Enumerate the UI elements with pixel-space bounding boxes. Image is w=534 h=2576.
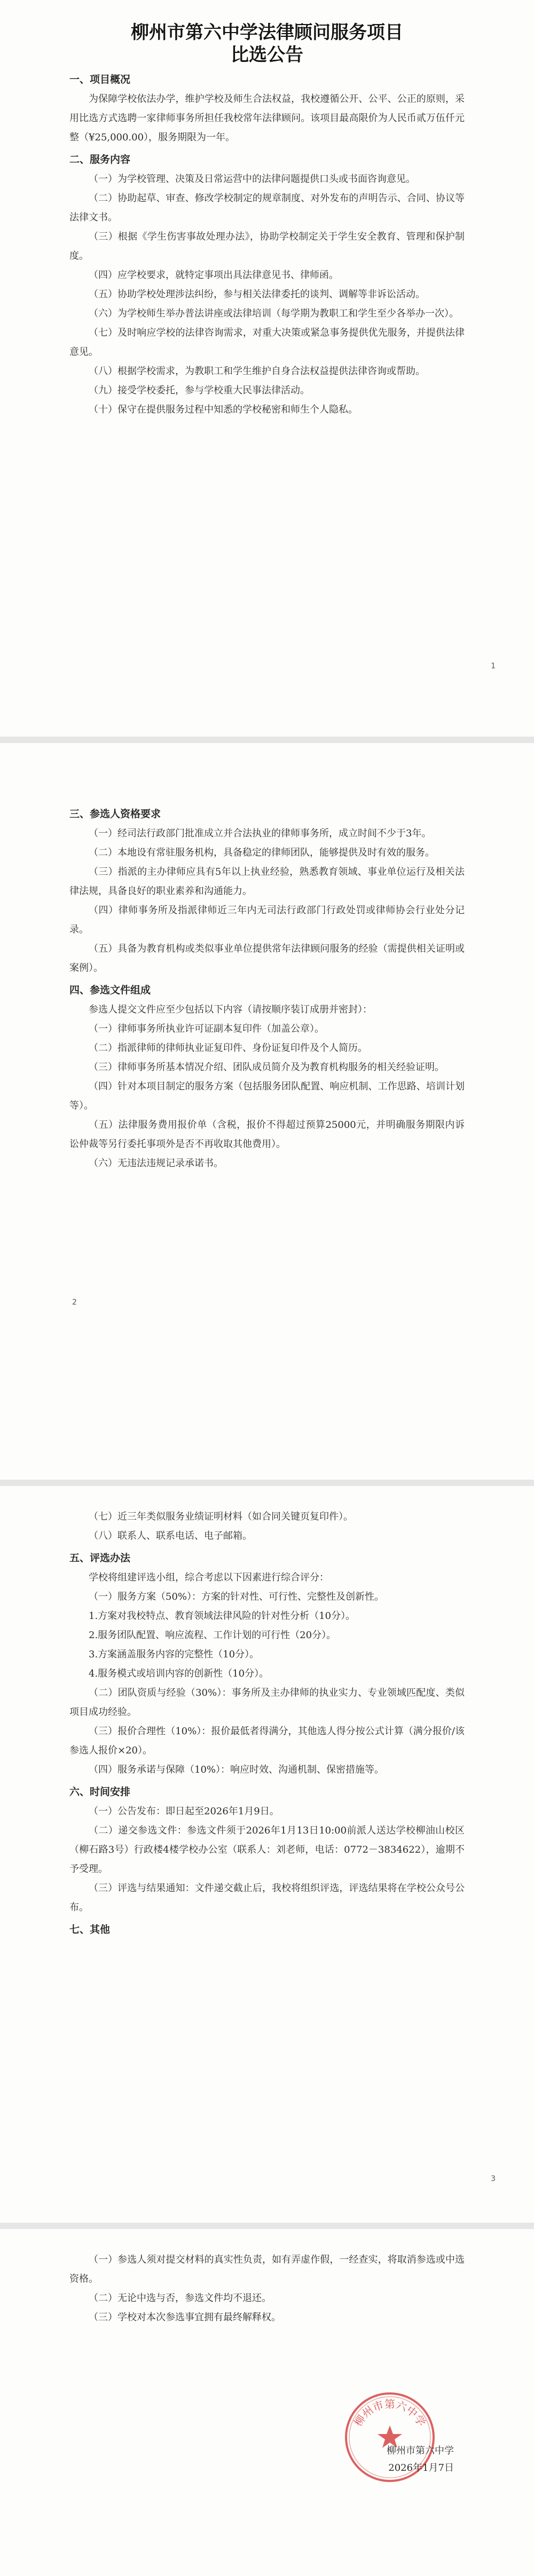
paragraph: （一）服务方案（50%）：方案的针对性、可行性、完整性及创新性。 [89, 1591, 384, 1602]
signature-date: 2026年1月7日 [388, 2462, 454, 2474]
page-number: 1 [491, 662, 496, 670]
paragraph: 为保障学校依法办学，维护学校及师生合法权益，我校遵循公开、公平、公正的原则，采用比选方式选聘一家律师事务所担任我校常年法律顾问。该项目最高限价为人民币贰万伍仟元整（¥25,000.00），服务期限为一年。 [69, 93, 465, 143]
paragraph: （三）报价合理性（10%）：报价最低者得满分，其他选人得分按公式计算（满分报价/该参选人报价×20）。 [69, 1726, 465, 1756]
document-page-1 [0, 0, 534, 737]
paragraph: （一）经司法行政部门批准成立并合法执业的律师事务所，成立时间不少于3年。 [89, 828, 431, 839]
paragraph: （一）为学校管理、决策及日常运营中的法律问题提供口头或书面咨询意见。 [89, 173, 415, 185]
paragraph: 2.服务团队配置、响应流程、工作计划的可行性（20分）。 [89, 1630, 336, 1641]
paragraph: （二）递交参选文件：参选文件须于2026年1月13日10:00前派人送达学校柳油山校区（柳石路3号）行政楼4楼学校办公室（联系人：刘老师，电话：0772－3834622），逾期不予受理。 [69, 1825, 465, 1875]
section-heading-overview: 一、项目概况 [69, 74, 131, 85]
paragraph: （四）服务承诺与保障（10%）：响应时效、沟通机制、保密措施等。 [89, 1764, 384, 1775]
paragraph: （一）律师事务所执业许可证副本复印件（加盖公章）。 [89, 1023, 324, 1034]
paragraph: （三）学校对本次参选事宜拥有最终解释权。 [89, 2312, 281, 2323]
paragraph: （六）为学校师生举办普法讲座或法律培训（每学期为教职工和学生至少各举办一次）。 [89, 308, 459, 319]
section-heading-documents: 四、参选文件组成 [69, 984, 151, 996]
section-heading-other: 七、其他 [69, 1924, 111, 1935]
document-subtitle: 比选公告 [231, 44, 303, 66]
paragraph: （十）保守在提供服务过程中知悉的学校秘密和师生个人隐私。 [89, 404, 358, 415]
paragraph: （一）参选人须对提交材料的真实性负责，如有弄虚作假，一经查实，将取消参选或中选资格。 [69, 2254, 465, 2285]
paragraph: （四）针对本项目制定的服务方案（包括服务团队配置、响应机制、工作思路、培训计划等）。 [69, 1081, 465, 1111]
paragraph: （九）接受学校委托，参与学校重大民事法律活动。 [89, 385, 310, 396]
paragraph: （二）指派律师的律师执业证复印件、身份证复印件及个人简历。 [89, 1042, 367, 1054]
document-page-4 [0, 2229, 534, 2576]
paragraph: 4.服务模式或培训内容的创新性（10分）。 [89, 1668, 269, 1679]
paragraph: （八）联系人、联系电话、电子邮箱。 [89, 1530, 252, 1542]
paragraph: （六）无违法违规记录承诺书。 [89, 1158, 223, 1169]
paragraph: （三）评选与结果通知：文件递交截止后，我校将组织评选，评选结果将在学校公众号公布。 [69, 1883, 465, 1913]
paragraph: （五）法律服务费用报价单（含税，报价不得超过预算25000元，并明确服务期限内诉讼仲裁等另行委托事项外是否不再收取其他费用）。 [69, 1119, 465, 1150]
paragraph: （五）协助学校处理涉法纠纷，参与相关法律委托的谈判、调解等非诉讼活动。 [89, 289, 425, 300]
paragraph: （四）应学校要求，就特定事项出具法律意见书、律师函。 [89, 270, 339, 281]
paragraph: 3.方案涵盖服务内容的完整性（10分）。 [89, 1649, 260, 1660]
paragraph: （七）近三年类似服务业绩证明材料（如合同关键页复印件）。 [89, 1511, 353, 1522]
paragraph: （四）律师事务所及指派律师近三年内无司法行政部门行政处罚或律师协会行业处分记录。 [69, 905, 465, 935]
paragraph: （二）团队资质与经验（30%）：事务所及主办律师的执业实力、专业领域匹配度、类似项目成功经验。 [69, 1687, 465, 1718]
paragraph: （三）律师事务所基本情况介绍、团队成员简介及为教育机构服务的相关经验证明。 [89, 1062, 444, 1073]
paragraph: （五）具备为教育机构或类似事业单位提供常年法律顾问服务的经验（需提供相关证明或案例）。 [69, 943, 465, 974]
section-heading-evaluation: 五、评选办法 [69, 1552, 131, 1564]
paragraph: 1.方案对我校特点、教育领域法律风险的针对性分析（10分）。 [89, 1610, 356, 1622]
section-heading-services: 二、服务内容 [69, 154, 131, 165]
paragraph: （二）本地设有常驻服务机构，具备稳定的律师团队，能够提供及时有效的服务。 [89, 847, 435, 858]
signature-org: 柳州市第六中学 [387, 2445, 454, 2456]
paragraph: （三）根据《学生伤害事故处理办法》，协助学校制定关于学生安全教育、管理和保护制度。 [69, 231, 465, 262]
paragraph: （三）指派的主办律师应具有5年以上执业经验，熟悉教育领域、事业单位运行及相关法律法规，具备良好的职业素养和沟通能力。 [69, 866, 465, 897]
paragraph: 学校将组建评选小组，综合考虑以下因素进行综合评分： [89, 1572, 329, 1583]
paragraph: （一）公告发布：即日起至2026年1月9日。 [89, 1806, 279, 1817]
document-page-3 [0, 1486, 534, 2223]
paragraph: （二）协助起草、审查、修改学校制定的规章制度、对外发布的声明告示、合同、协议等法律文书。 [69, 193, 465, 223]
page-number: 3 [491, 2175, 496, 2183]
paragraph: 参选人提交文件应至少包括以下内容（请按顺序装订成册并密封）： [89, 1004, 372, 1015]
paragraph: （八）根据学校需求，为教职工和学生维护自身合法权益提供法律咨询或帮助。 [89, 366, 425, 377]
page-number: 2 [72, 1298, 77, 1307]
document-page-2 [0, 743, 534, 1480]
paragraph: （二）无论中选与否，参选文件均不退还。 [89, 2293, 271, 2304]
paragraph: （七）及时响应学校的法律咨询需求，对重大决策或紧急事务提供优先服务，并提供法律意见。 [69, 327, 465, 358]
section-heading-schedule: 六、时间安排 [69, 1786, 131, 1798]
document-title: 柳州市第六中学法律顾问服务项目 [131, 22, 403, 43]
section-heading-qualifications: 三、参选人资格要求 [69, 808, 161, 820]
seal-text: 柳州市第六中学 [351, 2398, 428, 2429]
